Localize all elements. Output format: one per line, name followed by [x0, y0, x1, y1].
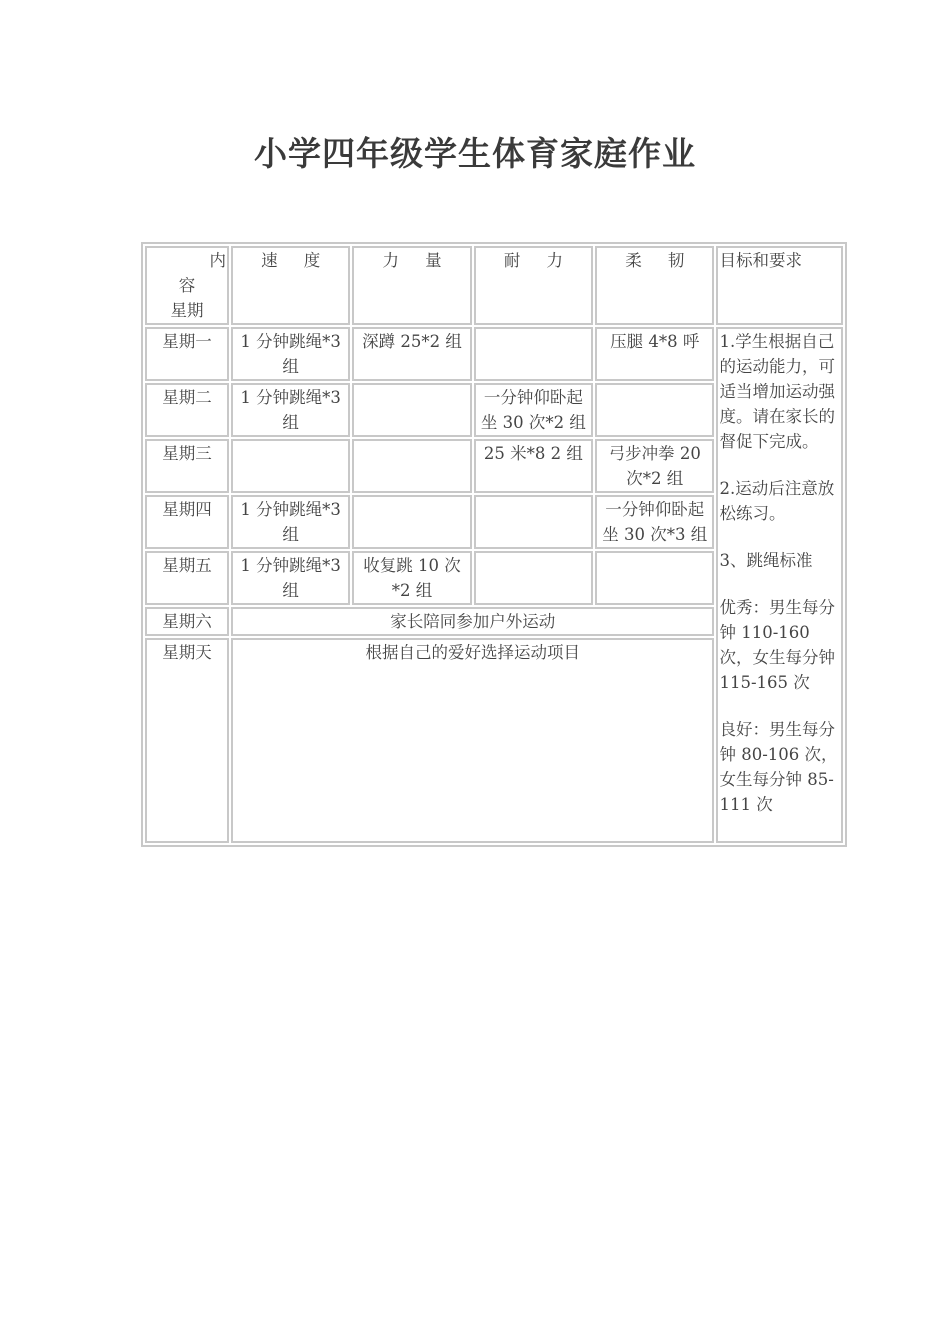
day-cell: 星期四 [145, 495, 229, 549]
header-corner-cell [145, 246, 229, 325]
header-goals: 目标和要求 [716, 246, 843, 325]
header-flexibility-char-2: 韧 [667, 251, 685, 270]
endurance-cell: 25 米*8 2 组 [474, 439, 593, 493]
header-flexibility [595, 246, 714, 325]
sunday-activity: 根据自己的爱好选择运动项目 [231, 638, 715, 843]
day-cell: 星期五 [145, 551, 229, 605]
goal-good: 良好：男生每分钟 80-106 次，女生每分钟 85-111 次 [719, 720, 838, 814]
header-endurance-char-1: 耐 [503, 251, 521, 270]
goal-excellent: 优秀：男生每分钟 110-160 次，女生每分钟 115-165 次 [719, 598, 835, 692]
day-cell: 星期二 [145, 383, 229, 437]
endurance-cell [474, 551, 593, 605]
header-endurance-char-2: 力 [546, 251, 563, 270]
speed-cell: 1 分钟跳绳*3 组 [231, 383, 350, 437]
day-cell: 星期六 [145, 607, 229, 636]
header-row [145, 246, 843, 325]
saturday-activity: 家长陪同参加户外运动 [231, 607, 715, 636]
endurance-cell [474, 327, 593, 381]
corner-weekday-label: 星期 [170, 301, 204, 320]
header-speed [231, 246, 350, 325]
strength-cell: 收复跳 10 次*2 组 [352, 551, 471, 605]
speed-cell: 1 分钟跳绳*3 组 [231, 551, 350, 605]
flexibility-cell: 弓步冲拳 20 次*2 组 [595, 439, 714, 493]
header-strength-char-1: 力 [382, 251, 399, 270]
corner-content-label: 内 [209, 251, 226, 270]
header-strength [352, 246, 471, 325]
speed-cell [231, 439, 350, 493]
flexibility-cell: 一分钟仰卧起坐 30 次*3 组 [595, 495, 714, 549]
homework-table [141, 242, 847, 847]
strength-cell [352, 439, 471, 493]
header-strength-char-2: 量 [425, 251, 442, 270]
flexibility-cell [595, 383, 714, 437]
flexibility-cell: 压腿 4*8 呼 [595, 327, 714, 381]
day-cell: 星期一 [145, 327, 229, 381]
goal-item-1: 1.学生根据自己的运动能力，可适当增加运动强度。请在家长的督促下完成。 [719, 332, 835, 451]
strength-cell [352, 495, 471, 549]
header-endurance [474, 246, 593, 325]
endurance-cell [474, 495, 593, 549]
goals-cell [716, 327, 843, 843]
day-cell: 星期三 [145, 439, 229, 493]
day-cell: 星期天 [145, 638, 229, 843]
header-speed-char-2: 度 [303, 251, 321, 270]
header-flexibility-char-1: 柔 [625, 251, 642, 270]
page-title: 小学四年级学生体育家庭作业 [254, 134, 696, 173]
flexibility-cell [595, 551, 714, 605]
strength-cell: 深蹲 25*2 组 [352, 327, 471, 381]
header-speed-char-1: 速 [261, 251, 278, 270]
goal-item-2: 2.运动后注意放松练习。 [719, 479, 835, 523]
strength-cell [352, 383, 471, 437]
speed-cell: 1 分钟跳绳*3 组 [231, 327, 350, 381]
corner-content-label-2: 容 [178, 276, 196, 295]
table-row-monday [145, 327, 843, 381]
goal-item-3: 3、跳绳标准 [719, 551, 813, 570]
endurance-cell: 一分钟仰卧起坐 30 次*2 组 [474, 383, 593, 437]
speed-cell: 1 分钟跳绳*3 组 [231, 495, 350, 549]
